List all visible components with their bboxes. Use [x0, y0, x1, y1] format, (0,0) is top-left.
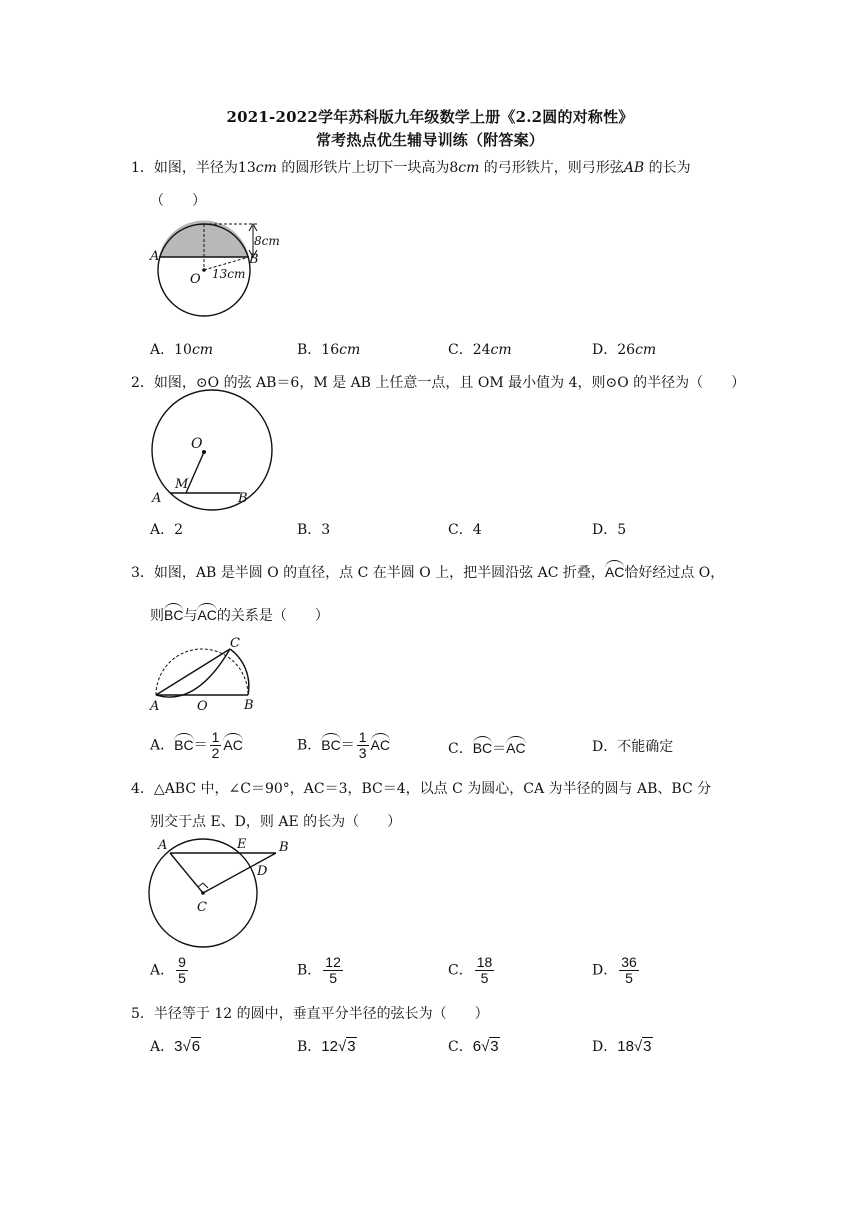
q2-segment-om — [186, 452, 204, 493]
q2-text — [131, 372, 745, 392]
q1-option-d: D．26cm — [592, 342, 657, 358]
q4-label-c: C — [197, 900, 207, 915]
q1-label-a: A — [150, 249, 160, 264]
q1-text — [131, 157, 691, 177]
q3-option-c: C．BC＝AC — [448, 736, 526, 758]
q5-option-d: D．18√3 — [592, 1038, 652, 1055]
q3-arc-ac-2: AC — [197, 603, 216, 623]
q3-figure — [146, 635, 276, 720]
q3-chord-ac — [156, 649, 230, 695]
q4-figure — [142, 835, 302, 960]
q5-option-a: A．3√6 — [150, 1038, 201, 1055]
q5-option-b: B．12√3 — [297, 1038, 356, 1055]
q1-label-r: 13cm — [212, 267, 246, 281]
q3-option-b: B．BC＝ $\frac{1}{3}$ AC — [297, 729, 390, 761]
q4-option-b: B． $\frac{12}{5}$ — [297, 954, 341, 986]
q1-text-a: 如图，半径为13 — [153, 160, 256, 176]
q2-body: 如图，⊙O 的弦 AB＝6，M 是 AB 上任意一点，且 OM 最小值为 4，则⊙O 的半径为（ ） — [153, 375, 746, 391]
q1-number: 1． — [131, 160, 154, 176]
q3-line-1: 3．如图，AB 是半圆 O 的直径，点 C 在半圆 O 上，把半圆沿弦 AC 折叠，AC恰好经过点 O， — [131, 560, 724, 582]
q1-unit2: cm — [458, 160, 480, 176]
q4-line-2: 别交于点 E、D，则 AE 的长为（ ） — [150, 814, 402, 830]
q1-label-h: 8cm — [254, 234, 280, 248]
q1-option-b: B．16cm — [297, 342, 361, 358]
q2-point-o — [202, 450, 206, 454]
q3-number: 3． — [131, 565, 154, 581]
q4-label-d: D — [257, 864, 268, 879]
q2-label-o: O — [191, 436, 203, 452]
q4-option-d: D． $\frac{36}{5}$ — [592, 954, 637, 986]
q1-text-c: 的弓形铁片，则弓形弦 — [479, 160, 624, 176]
q2-number: 2． — [131, 375, 154, 391]
q2-label-a: A — [152, 491, 162, 506]
q1-ab: AB — [623, 160, 645, 176]
q1-option-a: A．10cm — [150, 342, 214, 358]
title-line-1: 2021-2022学年苏科版九年级数学上册《2.2圆的对称性》 — [226, 108, 634, 126]
q3-arc-cb — [230, 649, 249, 695]
q3-label-o: O — [197, 699, 208, 714]
q2-option-b: B．3 — [297, 522, 331, 538]
q2-option-d: D．5 — [592, 522, 627, 538]
q5-text: 5．半径等于 12 的圆中，垂直平分半径的弦长为（ ） — [131, 1006, 489, 1022]
q2-circle — [152, 390, 272, 510]
q2-option-c: C．4 — [448, 522, 482, 538]
q4-option-c: C． $\frac{18}{5}$ — [448, 954, 493, 986]
q1-label-o: O — [190, 272, 201, 287]
q3-label-a: A — [150, 699, 160, 714]
q4-option-a: A． $\frac{9}{5}$ — [150, 954, 186, 986]
q4-line-1: 4．△ABC 中，∠C＝90°，AC＝3，BC＝4，以点 C 为圆心，CA 为半径的圆与 AB、BC 分 — [131, 781, 712, 797]
q3-option-a: A．BC＝ $\frac{1}{2}$ AC — [150, 729, 243, 761]
q3-label-c: C — [230, 636, 240, 651]
q1-label-b: B — [249, 252, 259, 267]
q2-label-m: M — [175, 477, 189, 492]
q2-option-a: A．2 — [150, 522, 184, 538]
q1-point-o — [202, 268, 206, 272]
q4-right-angle — [198, 883, 208, 888]
q1-option-c: C．24cm — [448, 342, 512, 358]
q3-arc-bc: BC — [164, 603, 183, 623]
q4-label-a: A — [158, 838, 168, 853]
q3-arc-ac: AC — [605, 560, 624, 580]
q4-number: 4． — [131, 781, 154, 797]
q1-figure — [146, 218, 286, 328]
q5-option-c: C．6√3 — [448, 1038, 499, 1055]
q4-point-c — [201, 891, 205, 895]
q2-figure — [142, 400, 282, 510]
q4-label-e: E — [237, 837, 247, 852]
title-line-2: 常考热点优生辅导训练（附答案） — [315, 131, 544, 149]
q3-label-b: B — [244, 698, 254, 713]
q1-paren: （ ） — [150, 193, 206, 209]
q4-label-b: B — [279, 840, 289, 855]
q2-label-b: B — [238, 491, 248, 506]
q1-unit1: cm — [255, 160, 277, 176]
q1-text-d: 的长为 — [644, 160, 691, 176]
q3-line-2: 则BC与AC的关系是（ ） — [150, 603, 329, 625]
q5-number: 5． — [131, 1006, 154, 1022]
q1-text-b: 的圆形铁片上切下一块高为8 — [276, 160, 459, 176]
q3-option-d: D．不能确定 — [592, 739, 674, 755]
q3-semicircle — [156, 649, 248, 695]
